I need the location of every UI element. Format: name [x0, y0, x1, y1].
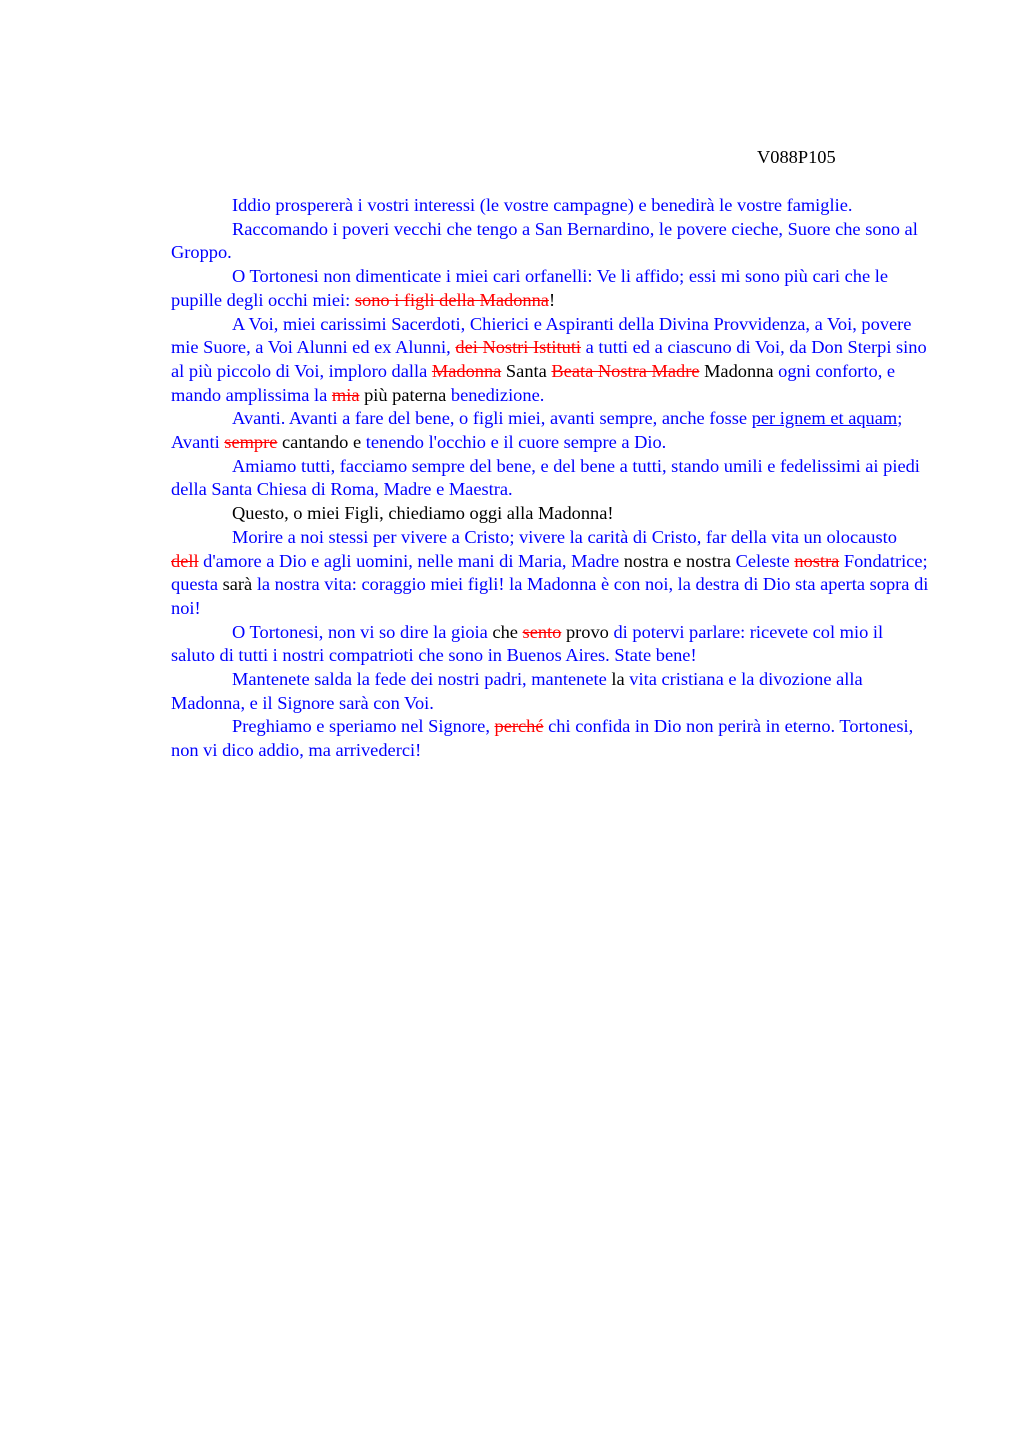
deleted-text: dell: [171, 550, 199, 571]
paragraph: [171, 502, 929, 526]
deleted-text: Madonna: [431, 360, 502, 381]
deleted-text: Beata Nostra Madre: [551, 360, 700, 381]
document-body: [171, 194, 929, 763]
added-text: chi confida in Dio non perirà in eterno. Tortonesi, non vi dico addio, ma arrivederci!: [171, 716, 914, 761]
original-text: più paterna: [359, 384, 451, 405]
original-text: provo: [561, 621, 614, 642]
deleted-text: mia: [331, 384, 360, 405]
added-text: ; Avanti: [171, 408, 903, 453]
original-text: la: [611, 669, 630, 690]
deleted-text: sono i figli della Madonna: [354, 289, 549, 310]
original-text: cantando e: [277, 432, 366, 453]
added-text: A Voi, miei carissimi Sacerdoti, Chierici e Aspiranti della Divina Provvidenza, a Voi, povere mie Suore, a Voi Alunni ed ex Alunni,: [171, 313, 912, 358]
added-text: Morire a noi stessi per vivere a Cristo; vivere la carità di Cristo, far della vita un olocausto: [232, 526, 897, 547]
paragraph: [171, 407, 929, 454]
paragraph: [171, 715, 929, 762]
paragraph: [171, 313, 929, 408]
added-text: benedizione.: [450, 384, 545, 405]
paragraph: [171, 265, 929, 312]
original-text: !: [548, 289, 556, 310]
original-text: che: [492, 621, 523, 642]
underlined-text: per ignem et aquam: [751, 408, 898, 429]
original-text: Santa: [501, 360, 552, 381]
original-text: nostra e nostra: [623, 550, 736, 571]
added-text: di potervi parlare: ricevete col mio il saluto di tutti i nostri compatrioti che sono in Buenos Aires. State bene!: [171, 621, 884, 666]
deleted-text: sempre: [224, 432, 278, 453]
deleted-text: perché: [494, 716, 544, 737]
deleted-text: nostra: [794, 550, 840, 571]
deleted-text: sento: [522, 621, 562, 642]
paragraph: [171, 218, 929, 265]
added-text: tenendo l'occhio e il cuore sempre a Dio.: [365, 432, 667, 453]
original-text: Questo, o miei Figli, chiediamo oggi alla Madonna!: [232, 503, 614, 524]
original-text: sarà: [222, 574, 257, 595]
added-text: Preghiamo e speriamo nel Signore,: [232, 716, 495, 737]
added-text: Iddio prospererà i vostri interessi (le vostre campagne) e benedirà le vostre famiglie.: [232, 195, 853, 215]
added-text: Fondatrice; questa: [171, 550, 928, 595]
added-text: Celeste: [735, 550, 795, 571]
added-text: ogni conforto, e mando amplissima la: [171, 360, 896, 405]
deleted-text: dei Nostri Istituti: [455, 337, 582, 358]
added-text: a tutti ed a ciascuno di Voi, da Don Sterpi sino al più piccolo di Voi, imploro dalla: [171, 337, 927, 381]
paragraph: [171, 668, 929, 715]
page-code: V088P105: [757, 147, 836, 167]
added-text: la nostra vita: coraggio miei figli! la Madonna è con noi, la destra di Dio sta aperta sopra di noi!: [171, 574, 929, 618]
paragraph: [171, 455, 929, 502]
added-text: vita cristiana e la divozione alla Madonna, e il Signore sarà con Voi.: [171, 669, 863, 713]
added-text: d'amore a Dio e agli uomini, nelle mani di Maria, Madre: [198, 550, 624, 571]
added-text: Raccomando i poveri vecchi che tengo a San Bernardino, le povere cieche, Suore che sono al Groppo.: [171, 218, 918, 263]
original-text: Madonna: [699, 360, 779, 381]
paragraph: [171, 526, 929, 621]
added-text: O Tortonesi, non vi so dire la gioia: [232, 621, 493, 642]
paragraph: [171, 621, 929, 668]
added-text: Avanti. Avanti a fare del bene, o figli miei, avanti sempre, anche fosse: [232, 408, 752, 429]
paragraph: [171, 194, 929, 218]
added-text: Mantenete salda la fede dei nostri padri, mantenete: [232, 669, 612, 690]
added-text: Amiamo tutti, facciamo sempre del bene, e del bene a tutti, stando umili e fedelissimi ai piedi della Santa Chiesa di Roma, Madre e Maestra.: [171, 455, 920, 500]
added-text: O Tortonesi non dimenticate i miei cari orfanelli: Ve li affido; essi mi sono più cari che le pupille degli occhi miei:: [171, 266, 889, 310]
